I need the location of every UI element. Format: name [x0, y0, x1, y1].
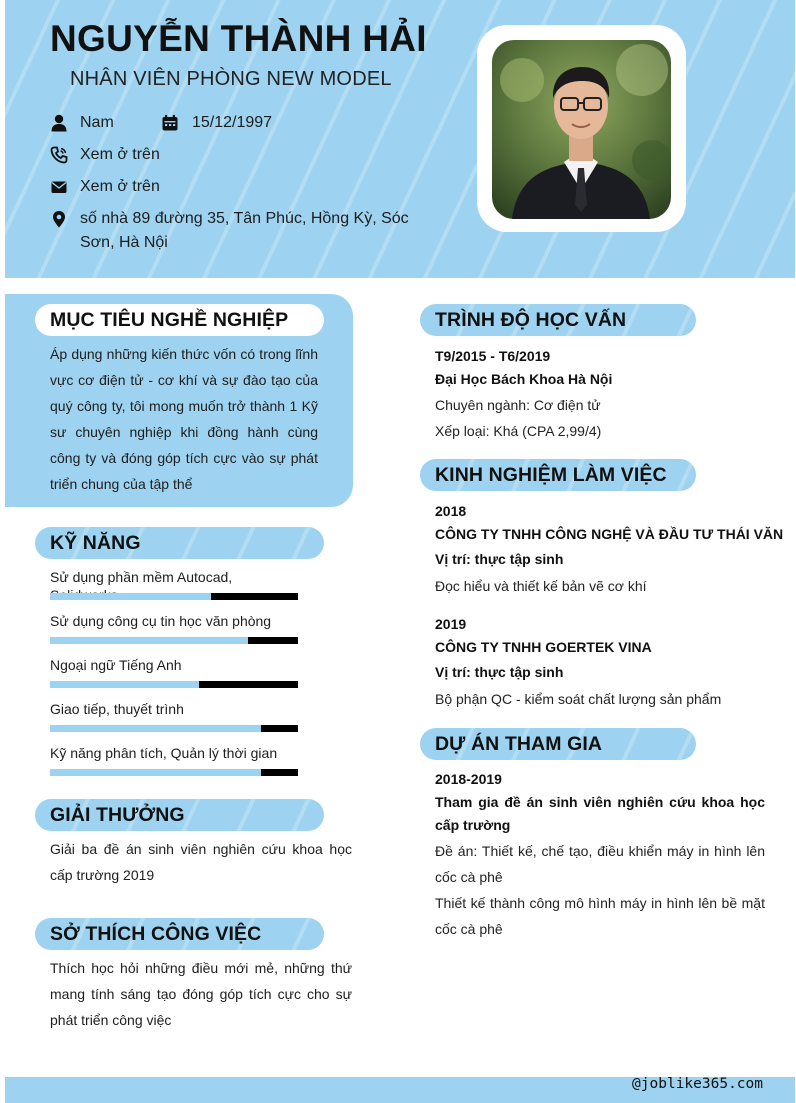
project-period: 2018-2019: [435, 771, 502, 787]
project-name: Tham gia đề án sinh viên nghiên cứu khoa học cấp trường: [435, 794, 765, 833]
education-period: T9/2015 - T6/2019: [435, 348, 551, 364]
experience-company: CÔNG TY TNHH GOERTEK VINA: [435, 639, 652, 655]
skill-label: Giao tiếp, thuyết trình: [50, 701, 184, 717]
skill-bar: [50, 637, 298, 644]
skill-bar-fill: [50, 593, 211, 600]
address-row: [50, 207, 410, 257]
awards-heading: GIẢI THƯỞNG: [35, 799, 324, 831]
email-icon: [50, 178, 68, 196]
skill-bar-fill: [50, 637, 248, 644]
experience-year: 2019: [435, 616, 467, 632]
skill-bar: [50, 725, 298, 732]
skill-item: [50, 656, 298, 674]
education-grade: Xếp loại: Khá (CPA 2,99/4): [435, 423, 602, 439]
skill-item: [50, 744, 298, 762]
skill-bar: [50, 769, 298, 776]
awards-text: Giải ba đề án sinh viên nghiên cứu khoa học cấp trường 2019: [50, 841, 352, 883]
phone-value: Xem ở trên: [80, 146, 160, 163]
skill-bar: [50, 593, 298, 600]
calendar-icon: [161, 114, 179, 132]
profile-photo: [492, 40, 671, 219]
objective-text: Áp dụng những kiến thức vốn có trong lĩnh vực cơ điện tử - cơ khí và sự đào tạo của quý công ty, tôi mong muốn trở thành 1 Kỹ sư chuyên nghiệp khi đồng hành cùng công ty và đóng góp tích cực vào sự phát triển chung của tập thể: [50, 346, 318, 492]
interests-text: Thích học hỏi những điều mới mẻ, những thứ mang tính sáng tạo đóng góp tích cực cho sự phát triển công việc: [50, 960, 352, 1028]
birthday-value: 15/12/1997: [192, 114, 273, 131]
skill-label: Kỹ năng phân tích, Quản lý thời gian: [50, 745, 278, 761]
project-detail-2: Thiết kế thành công mô hình máy in hình lên bề mặt cốc cà phê: [435, 895, 765, 937]
birthday-row: [161, 111, 321, 135]
candidate-name: NGUYỄN THÀNH HẢI: [50, 18, 427, 59]
gender-value: Nam: [80, 114, 114, 131]
experience-description: Đọc hiểu và thiết kế bản vẽ cơ khí: [435, 578, 647, 594]
experience-position: Vị trí: thực tập sinh: [435, 664, 564, 680]
phone-row: [50, 143, 250, 167]
experience-position: Vị trí: thực tập sinh: [435, 551, 564, 567]
experience-company: CÔNG TY TNHH CÔNG NGHỆ VÀ ĐẦU TƯ THÁI VĂN: [435, 526, 784, 542]
skill-item: [50, 568, 298, 604]
education-heading: TRÌNH ĐỘ HỌC VẤN: [420, 304, 696, 336]
experience-year: 2018: [435, 503, 467, 519]
skill-item: [50, 612, 298, 630]
footer-bar: [5, 1077, 795, 1103]
location-icon: [50, 210, 68, 228]
skill-label: Sử dụng phần mềm Autocad,: [50, 569, 233, 585]
user-icon: [50, 114, 68, 132]
interests-heading: SỞ THÍCH CÔNG VIỆC: [35, 918, 324, 950]
skill-bar-fill: [50, 681, 199, 688]
email-value: Xem ở trên: [80, 178, 160, 195]
job-title: NHÂN VIÊN PHÒNG NEW MODEL: [70, 68, 392, 90]
education-school: Đại Học Bách Khoa Hà Nội: [435, 371, 613, 387]
skill-bar-fill: [50, 769, 261, 776]
objective-heading: MỤC TIÊU NGHỀ NGHIỆP: [35, 304, 324, 336]
gender-row: [50, 111, 160, 135]
email-row: [50, 175, 250, 199]
header-banner: [5, 0, 795, 278]
projects-heading: DỰ ÁN THAM GIA: [420, 728, 696, 760]
skills-heading: KỸ NĂNG: [35, 527, 324, 559]
education-major: Chuyên ngành: Cơ điện tử: [435, 397, 601, 413]
address-value: số nhà 89 đường 35, Tân Phúc, Hồng Kỳ, Sóc Sơn, Hà Nội: [80, 210, 409, 251]
footer-website: @joblike365.com: [632, 1076, 763, 1092]
phone-icon: [50, 146, 68, 164]
experience-description: Bộ phận QC - kiểm soát chất lượng sản phẩm: [435, 691, 722, 707]
skill-label: Sử dụng công cụ tin học văn phòng: [50, 613, 272, 629]
skill-label: Ngoại ngữ Tiếng Anh: [50, 657, 182, 673]
skill-bar: [50, 681, 298, 688]
skill-item: [50, 700, 298, 718]
project-detail-1: Đề án: Thiết kế, chế tạo, điều khiển máy in hình lên cốc cà phê: [435, 843, 765, 885]
experience-heading: KINH NGHIỆM LÀM VIỆC: [420, 459, 696, 491]
photo-frame: [477, 25, 686, 232]
skill-bar-fill: [50, 725, 261, 732]
